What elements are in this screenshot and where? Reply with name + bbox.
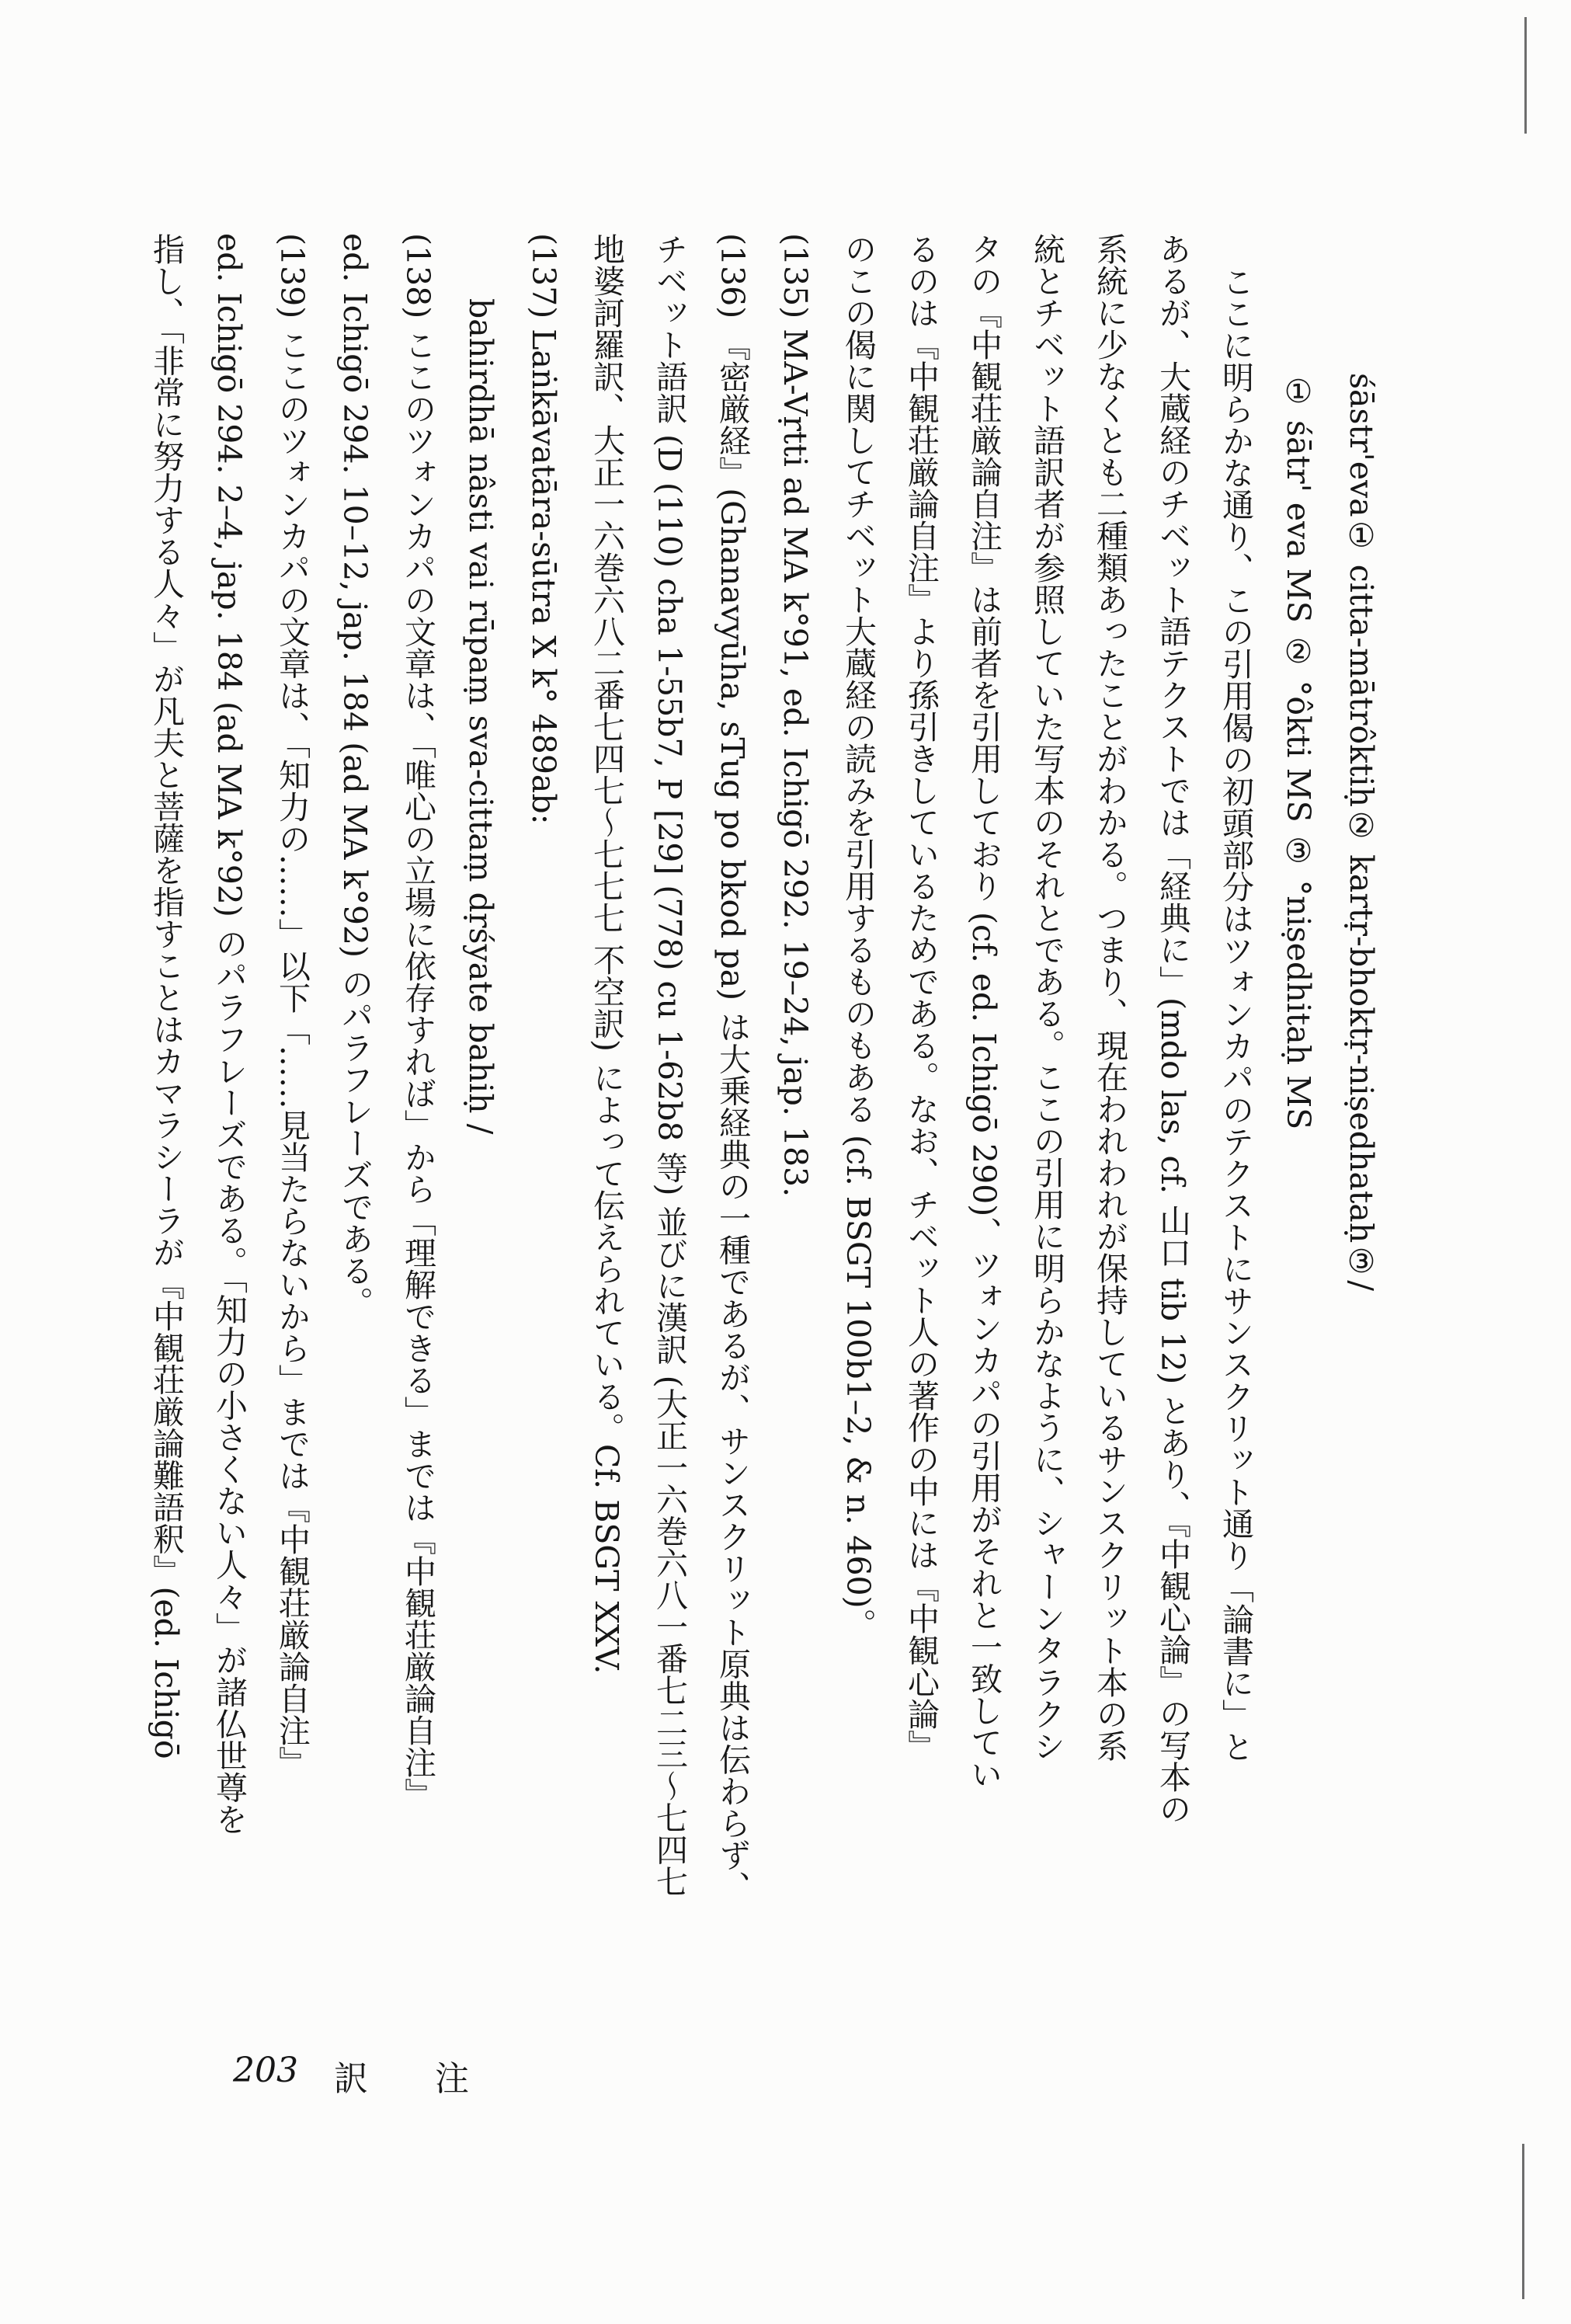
note-139: (139) ここのツォンカパの文章は、「知力の……」以下「……見当たらないから」までは『中観荘厳論自注』 — [273, 233, 311, 1778]
paragraph-line: タの『中観荘厳論自注』は前者を引用しており (cf. ed. Ichigō 290)、ツォンカパの引用がそれと一致してい — [965, 233, 1003, 1790]
note-138: (138) ここのツォンカパの文章は、「唯心の立場に依存すれば」から「理解できる」までは『中観荘厳論自注』 — [399, 233, 436, 1810]
note-138-continuation: ed. Ichigō 294. 10–12, jap. 184 (ad MA k°92) のパラフレーズである。 — [336, 233, 374, 1319]
bottom-edge-rule — [1522, 2144, 1524, 2299]
note-137-quotation: bahirdhā nâsti vai rūpaṃ sva-cittaṃ dṛśyate bahiḥ / — [462, 298, 499, 1135]
paragraph-line: のこの偈に関してチベット大蔵経の読みを引用するものもある (cf. BSGT 100b1–2, & n. 460)。 — [839, 233, 877, 1640]
paragraph-line: 系統に少なくとも二種類あったことがわかる。つまり、現在われわれが保持しているサンスクリット本の系 — [1091, 233, 1128, 1762]
paragraph-line: あるが、大蔵経のチベット語テクストでは「経典に」(mdo las, cf. 山口 tib 12) とあり、『中観心論』の写本の — [1154, 233, 1191, 1825]
note-139-continuation: 指し、「非常に努力する人々」が凡夫と菩薩を指すことはカマラシーラが『中観荘厳論難語釈』(ed. Ichigō — [148, 233, 185, 1759]
note-135: (135) MA-Vṛtti ad MA k°91, ed. Ichigō 292. 19–24, jap. 183. — [777, 233, 814, 1198]
note-136: (136) 『密厳経』(Ghanavyūha, sTug po bkod pa) は大乗経典の一種であるが、サンスクリット原典は伝わらず、 — [714, 233, 751, 1903]
paragraph-line: 統とチベット語訳者が参照していた写本のそれとである。ここの引用に明らかなように、シャーンタラクシ — [1028, 233, 1065, 1762]
variant-readings-line: ① śātr' eva MS ② °ôkti MS ③ °niṣedhitaḥ MS — [1280, 373, 1317, 1130]
paragraph-line: ここに明らかな通り、この引用偈の初頭部分はツォンカパのテクストにサンスクリット通り「論書に」と — [1217, 266, 1254, 1762]
note-136-continuation: チベット語訳 (D (110) cha 1-55b7, P [29] (778) cu 1-62b8 等) 並びに漢訳 (大正一六巻六八一番七二三〜七四七 — [651, 233, 688, 1898]
top-edge-rule — [1524, 17, 1527, 134]
note-139-continuation: ed. Ichigō 294. 2–4, jap. 184 (ad MA k°92) のパラフレーズである。「知力の小さくない人々」が諸仏世尊を — [210, 233, 248, 1835]
page-folio — [233, 2051, 668, 2105]
annotation-text — [134, 233, 1392, 2012]
verse-line: śāstr'eva① citta-mātrôktiḥ② kartṛ-bhoktṛ-niṣedhataḥ③/ — [1343, 373, 1380, 1292]
note-136-continuation: 地婆訶羅訳、大正一六巻六八二番七四七〜七七七 不空訳) によって伝えられている。Cf. BSGT XXV. — [588, 233, 625, 1675]
note-137: (137) Laṅkāvatāra-sūtra X k° 489ab: — [525, 233, 562, 825]
page-number: 203 — [233, 2051, 298, 2090]
running-head-char-2: 注 — [435, 2059, 469, 2099]
paragraph-line: るのは『中観荘厳論自注』より孫引きしているためである。なお、チベット人の著作の中には『中観心論』 — [902, 233, 940, 1762]
running-head-char-1: 訳 — [334, 2059, 368, 2099]
